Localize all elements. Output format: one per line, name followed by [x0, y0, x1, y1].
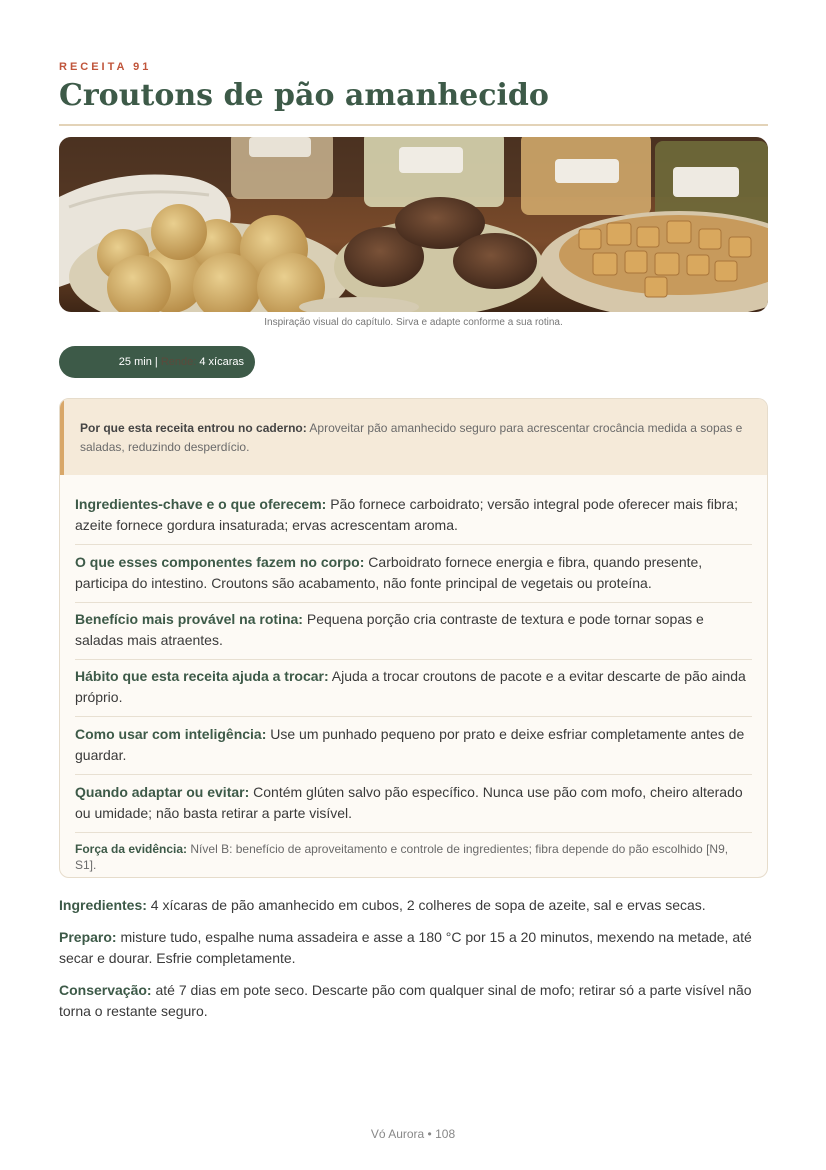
note-text: Pão fornece carboidrato; versão integral pode oferecer mais fibra; azeite fornece gordura insaturada; ervas acrescentam aroma.	[75, 496, 738, 533]
recipe-kicker: RECEITA 91	[59, 61, 152, 73]
title-divider	[59, 124, 768, 126]
note-label: Quando adaptar ou evitar:	[75, 784, 250, 800]
note-label: Como usar com inteligência:	[75, 726, 267, 742]
note-row	[75, 552, 752, 593]
prep-time: 25 min	[118, 356, 152, 368]
preparation-label: Preparo:	[59, 929, 117, 945]
note-text: Ajuda a trocar croutons de pacote e a evitar descarte de pão ainda próprio.	[75, 668, 746, 705]
ingredients-label: Ingredientes:	[59, 897, 147, 913]
preparation-text: misture tudo, espalhe numa assadeira e asse a 180 °C por 15 a 20 minutos, mexendo na metade, até secar e dourar. Esfrie completamente.	[59, 929, 752, 966]
note-row	[75, 666, 752, 707]
storage-text: até 7 dias em pote seco. Descarte pão com qualquer sinal de mofo; retirar só a parte visível não torna o restante seguro.	[59, 982, 752, 1019]
why-label: Por que esta receita entrou no caderno:	[80, 421, 307, 435]
note-row	[75, 494, 752, 535]
note-divider	[75, 544, 752, 545]
image-caption: Inspiração visual do capítulo. Sirva e adapte conforme a sua rotina.	[264, 317, 563, 328]
storage-paragraph	[59, 980, 768, 1022]
note-divider	[75, 716, 752, 717]
note-row	[75, 724, 752, 765]
meta-separator: |	[154, 356, 158, 368]
evidence-label: Força da evidência:	[75, 842, 188, 856]
ingredients-text: 4 xícaras de pão amanhecido em cubos, 2 colheres de sopa de azeite, sal e ervas secas.	[150, 897, 706, 913]
note-row	[75, 782, 752, 823]
note-divider	[75, 774, 752, 775]
yield-value: 4 xícaras	[199, 356, 244, 368]
preparation-paragraph	[59, 927, 768, 969]
note-row	[75, 609, 752, 650]
note-divider	[75, 602, 752, 603]
note-label: Benefício mais provável na rotina:	[75, 611, 303, 627]
note-divider	[75, 659, 752, 660]
note-label: Ingredientes-chave e o que oferecem:	[75, 496, 327, 512]
recipe-meta-pill	[59, 346, 255, 378]
yield-label: Rende:	[160, 356, 197, 368]
note-text: Use um punhado pequeno por prato e deixe esfriar completamente antes de guardar.	[75, 726, 745, 763]
recipe-title: Croutons de pão amanhecido	[59, 78, 549, 113]
note-text: Contém glúten salvo pão específico. Nunca use pão com mofo, cheiro alterado ou umidade; não basta retirar a parte visível.	[75, 784, 743, 821]
page-footer: Vó Aurora • 108	[370, 1127, 456, 1141]
note-label: O que esses componentes fazem no corpo:	[75, 554, 365, 570]
evidence-note	[75, 841, 752, 873]
note-text: Carboidrato fornece energia e fibra, quando presente, participa do intestino. Croutons são acabamento, não fonte principal de vegetais ou proteína.	[75, 554, 703, 591]
storage-label: Conservação:	[59, 982, 152, 998]
ingredients-paragraph	[59, 895, 768, 916]
nutrition-notes-card	[59, 398, 768, 878]
note-label: Hábito que esta receita ajuda a trocar:	[75, 668, 329, 684]
why-callout	[60, 399, 767, 475]
note-text: Pequena porção cria contraste de textura e pode tornar sopas e saladas mais atraentes.	[75, 611, 704, 648]
hero-image	[59, 137, 768, 312]
evidence-text: Nível B: benefício de aproveitamento e controle de ingredientes; fibra depende do pão escolhido [N9, S1].	[75, 842, 729, 872]
why-text: Aproveitar pão amanhecido seguro para acrescentar crocância medida a sopas e saladas, reduzindo desperdício.	[80, 421, 743, 454]
note-divider	[75, 832, 752, 833]
